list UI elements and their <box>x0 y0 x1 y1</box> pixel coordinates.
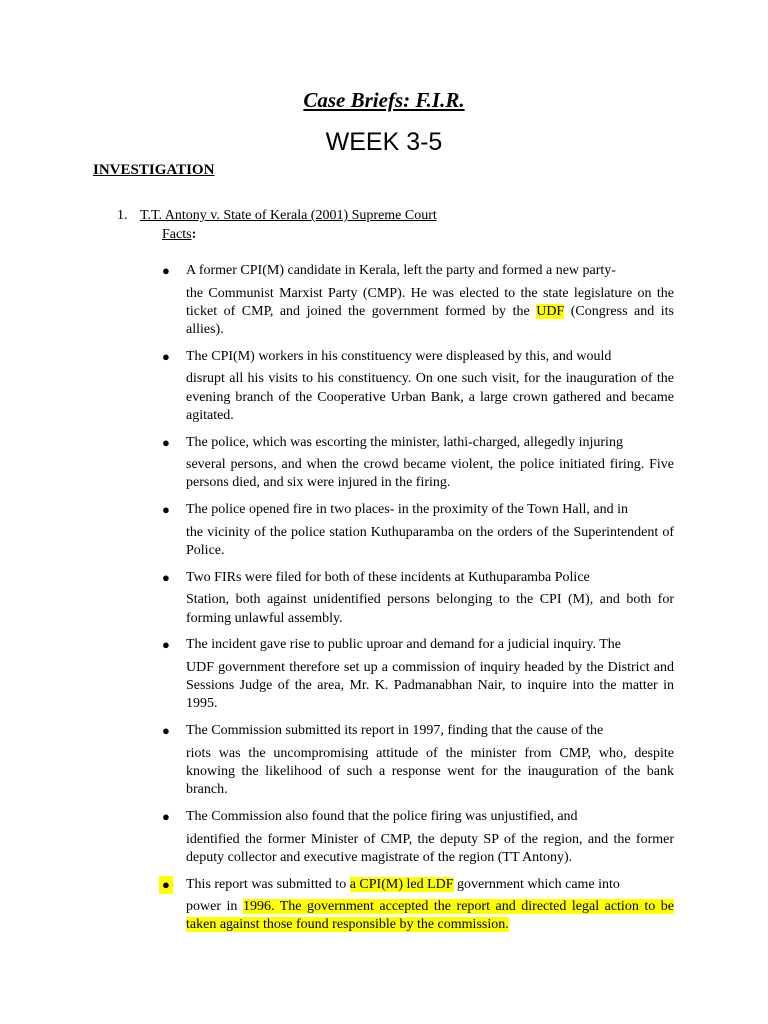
fact-text: This report was submitted to <box>186 876 350 892</box>
fact-first-line: A former CPI(M) candidate in Kerala, left the party and formed a new party- <box>186 263 616 278</box>
bullet-icon: ● <box>162 263 170 278</box>
list-item <box>162 348 674 425</box>
document-title: Case Briefs: F.I.R. <box>303 88 465 112</box>
fact-first-line: The incident gave rise to public uproar and demand for a judicial inquiry. The <box>186 637 622 653</box>
list-item <box>162 808 674 867</box>
highlighted-text: 1996 <box>242 899 271 915</box>
fact-text: the Communist Marxist Party (CMP). He was elected to the state legislature on the ticket of CMP, and joined the government formed by the <box>186 285 674 319</box>
list-item <box>162 636 674 713</box>
case-number: 1. <box>117 208 128 223</box>
bullet-icon: ● <box>162 502 170 518</box>
bullet-icon: ● <box>162 348 170 364</box>
fact-text: riots was the uncompromising attitude of the minister from CMP, who, despite knowing the likelihood of such a response went for the inauguration of the bank branch. <box>186 745 674 798</box>
bullet-icon: ● <box>162 637 170 653</box>
list-item <box>162 262 674 339</box>
fact-text: identified the former Minister of CMP, the deputy SP of the region, and the former deputy collector and executive magistrate of the region (TT Antony). <box>186 831 674 865</box>
fact-first-line: The police, which was escorting the minister, lathi-charged, allegedly injuring <box>186 434 623 450</box>
list-item <box>162 434 674 493</box>
bullet-icon: ● <box>162 723 170 739</box>
fact-first-line: The police opened fire in two places- in the proximity of the Town Hall, and in <box>186 502 628 518</box>
highlighted-text: The government accepted the report and directed legal action to be taken against those found responsible by the commission. <box>186 899 674 933</box>
bullet-icon: ● <box>159 876 173 894</box>
fact-first-line <box>186 876 674 894</box>
facts-label <box>162 227 196 243</box>
facts-label-colon: : <box>191 227 197 242</box>
case-heading <box>117 208 437 224</box>
highlighted-text: . <box>270 899 280 915</box>
fact-text: (Congress and its allies). <box>186 303 674 337</box>
bullet-icon: ● <box>162 808 170 824</box>
list-item <box>162 876 674 935</box>
list-item <box>162 569 674 628</box>
highlighted-text: UDF <box>536 303 565 319</box>
list-item <box>162 722 674 799</box>
case-name: T.T. Antony v. State of Kerala (2001) Supreme Court <box>140 208 437 223</box>
fact-text: disrupt all his visits to his constituency. On one such visit, for the inauguration of the evening branch of the Cooperative Urban Bank, a large crown gathered and became agitated. <box>186 371 674 423</box>
fact-first-line: The Commission also found that the police firing was unjustified, and <box>186 808 578 824</box>
fact-text: UDF government therefore set up a commission of inquiry headed by the District and Sessions Judge of the area, Mr. K. Padmanabhan Nair, to inquire into the matter in 1995. <box>186 659 674 712</box>
fact-first-line: The CPI(M) workers in his constituency were displeased by this, and would <box>186 348 612 364</box>
fact-text: power in <box>186 899 243 915</box>
bullet-icon: ● <box>162 569 170 585</box>
fact-text: the vicinity of the police station Kuthuparamba on the orders of the Superintendent of Police. <box>186 524 674 558</box>
facts-list <box>162 262 674 943</box>
fact-first-line: The Commission submitted its report in 1997, finding that the cause of the <box>186 723 604 739</box>
fact-text: Station, both against unidentified persons belonging to the CPI (M), and both for forming unlawful assembly. <box>186 592 674 626</box>
highlighted-text: a CPI(M) led LDF <box>349 876 454 892</box>
week-heading: WEEK 3-5 <box>325 128 443 156</box>
fact-first-line: Two FIRs were filed for both of these incidents at Kuthuparamba Police <box>186 569 590 585</box>
bullet-icon: ● <box>162 434 170 450</box>
fact-text: government which came into <box>453 876 620 892</box>
section-heading: INVESTIGATION <box>93 162 215 178</box>
fact-text: several persons, and when the crowd became violent, the police initiated firing. Five persons died, and six were injured in the firing. <box>186 457 674 491</box>
facts-label-text: Facts <box>162 227 192 242</box>
list-item <box>162 501 674 560</box>
